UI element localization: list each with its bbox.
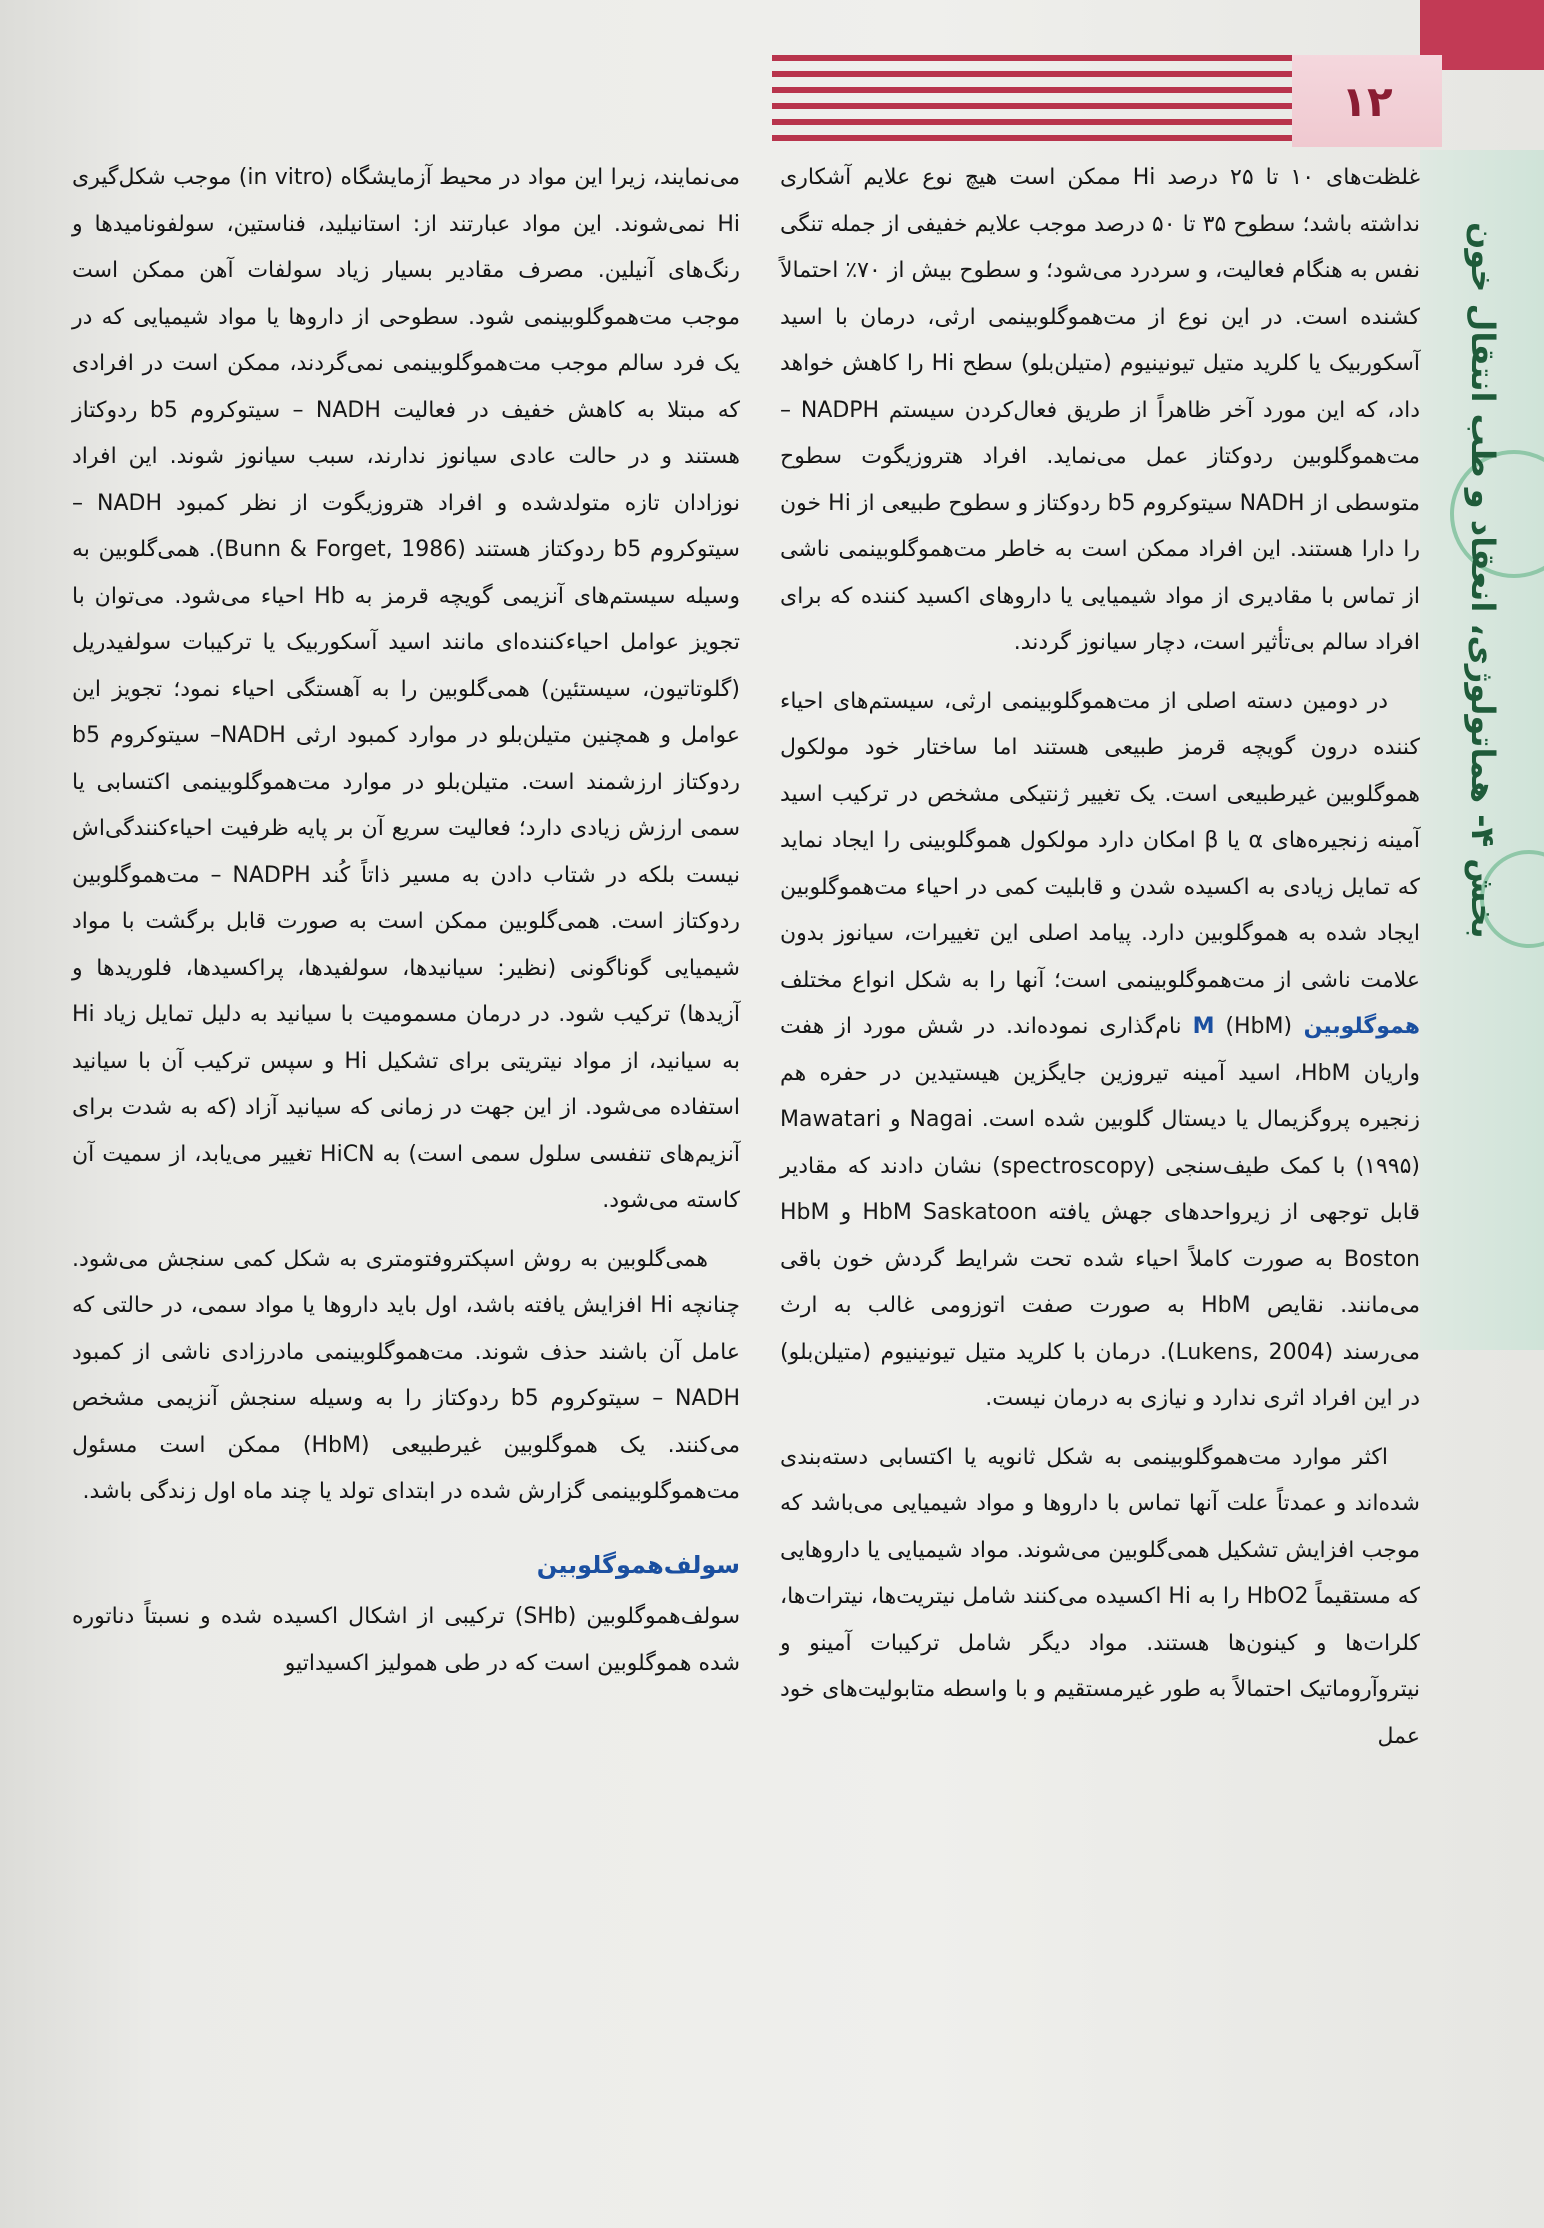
chapter-label: بخش ۴- هماتولوژی، انعقاد و طب انتقال خون xyxy=(1464,221,1502,939)
paragraph: اکثر موارد مت‌هموگلوبینمی به شکل ثانویه یا اکتسابی دسته‌بندی شده‌اند و عمدتاً علت آنها تماس با داروها و مواد شیمیایی می‌باشد که موجب افزایش تشکیل همی‌گلوبین می‌شوند. مواد شیمیایی یا داروهایی که مستقیماً HbO2 را به Hi اکسیده می‌کنند شامل نیتریت‌ها، نیترات‌ها، کلرات‌ها و کینون‌ها هستند. مواد دیگر شامل ترکیبات آمینو و نیتروآروماتیک احتمالاً به طور غیرمستقیم و با واسطه متابولیت‌های خود عمل xyxy=(780,1444,1420,1749)
paragraph xyxy=(780,679,1420,1423)
paragraph: همی‌گلوبین به روش اسپکتروفتومتری به شکل کمی سنجش می‌شود. چنانچه Hi افزایش یافته باشد، اول باید داروها یا مواد سمی، در حالتی که عامل آن باشند حذف شوند. مت‌هموگلوبینمی مادرزادی ناشی از کمبود NADH – سیتوکروم b5 ردوکتاز را به وسیله سنجش آنزیمی مشخص می‌کنند. یک هموگلوبین غیرطبیعی (HbM) ممکن است مسئول مت‌هموگلوبینمی گزارش شده در ابتدای تولد یا چند ماه اول زندگی باشد. xyxy=(72,1246,740,1504)
term-hbm: هموگلوبین M xyxy=(1192,1014,1420,1039)
paragraph: سولف‌هموگلوبین (SHb) ترکیبی از اشکال اکسیده شده و نسبتاً دناتوره شده هموگلوبین است که در طی همولیز اکسیداتیو xyxy=(72,1604,740,1676)
paragraph: می‌نمایند، زیرا این مواد در محیط آزمایشگاه (in vitro) موجب شکل‌گیری Hi نمی‌شوند. این مواد عبارتند از: استانیلید، فناستین، سولفونامیدها و رنگ‌های آنیلین. مصرف مقادیر بسیار زیاد سولفات آهن ممکن است موجب مت‌هموگلوبینمی شود. سطوحی از داروها یا مواد شیمیایی که در یک فرد سالم موجب مت‌هموگلوبینمی نمی‌گردند، ممکن است در افرادی که مبتلا به کاهش خفیف در فعالیت NADH – سیتوکروم b5 ردوکتاز هستند و در حالت عادی سیانوز ندارند، سبب سیانوز شوند. این افراد نوزادان تازه متولدشده و افراد هتروزیگوت از نظر کمبود NADH – سیتوکروم b5 ردوکتاز هستند (Bunn & Forget, 1986). همی‌گلوبین به وسیله سیستم‌های آنزیمی گویچه قرمز به Hb احیاء می‌شود. می‌توان با تجویز عوامل احیاءکننده‌ای مانند اسید آسکوربیک یا ترکیبات سولفیدریل (گلوتاتیون، سیستئین) همی‌گلوبین را به آهستگی احیاء نمود؛ تجویز این عوامل و همچنین متیلن‌بلو در موارد کمبود ارثی NADH– سیتوکروم b5 ردوکتاز ارزشمند است. متیلن‌بلو در موارد مت‌هموگلوبینمی اکتسابی یا سمی ارزش زیادی دارد؛ فعالیت سریع آن بر پایه ظرفیت احیاءکنندگی‌اش نیست بلکه در شتاب دادن به مسیر ذاتاً کُند NADPH – مت‌هموگلوبین ردوکتاز است. همی‌گلوبین ممکن است به صورت قابل برگشت با مواد شیمیایی گوناگونی (نظیر: سیانیدها، سولفیدها، پراکسیدها، فلوریدها و آزیدها) ترکیب شود. در درمان مسمومیت با سیانید به دلیل تمایل زیاد Hi به سیانید، از مواد نیتریتی برای تشکیل Hi و سپس ترکیب آن با سیانید استفاده می‌شود. از این جهت در زمانی که سیانید آزاد (که به شدت برای آنزیم‌های تنفسی سلول سمی است) به HiCN تغییر می‌یابد، از سمیت آن کاسته می‌شود. xyxy=(72,165,741,1213)
paragraph-text: (HbM) نام‌گذاری نموده‌اند. در شش مورد از هفت واریان HbM، اسید آمینه تیروزین جایگزین هیستیدین در حفره هم زنجیره پروگزیمال یا دیستال گلوبین شده است. Nagai و Mawatari (۱۹۹۵) با کمک طیف‌سنجی (spectroscopy) نشان دادند که مقادیر قابل توجهی از زیرواحدهای جهش یافته HbM Saskatoon و HbM Boston به صورت کاملاً احیاء شده تحت شرایط گردش خون باقی می‌مانند. نقایص HbM به صورت صفت اتوزومی غالب به ارث می‌رسند (Lukens, 2004). درمان با کلرید متیل تیونینیوم (متیلن‌بلو) در این افراد اثری ندارد و نیازی به درمان نیست. xyxy=(780,1014,1420,1411)
right-column xyxy=(780,155,1420,1760)
page-number: ۱۲ xyxy=(1341,76,1393,126)
section-heading: سولف‌هموگلوبین xyxy=(536,1550,740,1579)
left-column xyxy=(72,155,740,1687)
header-stripes xyxy=(772,55,1292,147)
page-number-box xyxy=(1292,55,1442,147)
paragraph-text: در دومین دسته اصلی از مت‌هموگلوبینمی ارثی، سیستم‌های احیاء کننده درون گویچه قرمز طبیعی هستند اما ساختار خود مولکول هموگلوبین غیرطبیعی است. یک تغییر ژنتیکی مشخص در ترکیب اسید آمینه زنجیره‌های α یا β امکان دارد مولکول هموگلوبینی را ایجاد نماید که تمایل زیادی به اکسیده شدن و قابلیت کمی در احیاء مت‌هموگلوبین ایجاد شده به هموگلوبین دارد. پیامد اصلی این تغییرات، سیانوز بدون علامت ناشی از مت‌هموگلوبینمی است؛ آنها را به شکل انواع مختلف xyxy=(780,688,1421,993)
paragraph: غلظت‌های ۱۰ تا ۲۵ درصد Hi ممکن است هیچ نوع علایم آشکاری نداشته باشد؛ سطوح ۳۵ تا ۵۰ درصد موجب علایم خفیفی از جمله تنگی نفس به هنگام فعالیت، و سردرد می‌شود؛ و سطوح بیش از ۷۰٪ احتمالاً کشنده است. در این نوع از مت‌هموگلوبینمی ارثی، درمان با اسید آسکوربیک یا کلرید متیل تیونینیوم (متیلن‌بلو) سطح Hi را کاهش خواهد داد، که این مورد آخر ظاهراً از طریق فعال‌کردن سیستم NADPH – مت‌هموگلوبین ردوکتاز عمل می‌نماید. افراد هتروزیگوت سطوح متوسطی از NADH سیتوکروم b5 ردوکتاز و سطوح طبیعی از Hi خون را دارا هستند. این افراد ممکن است به خاطر مت‌هموگلوبینمی ناشی از تماس با مقادیری از مواد شیمیایی یا داروهای اکسید کننده که برای افراد سالم بی‌تأثیر است، دچار سیانوز گردند. xyxy=(780,165,1421,655)
